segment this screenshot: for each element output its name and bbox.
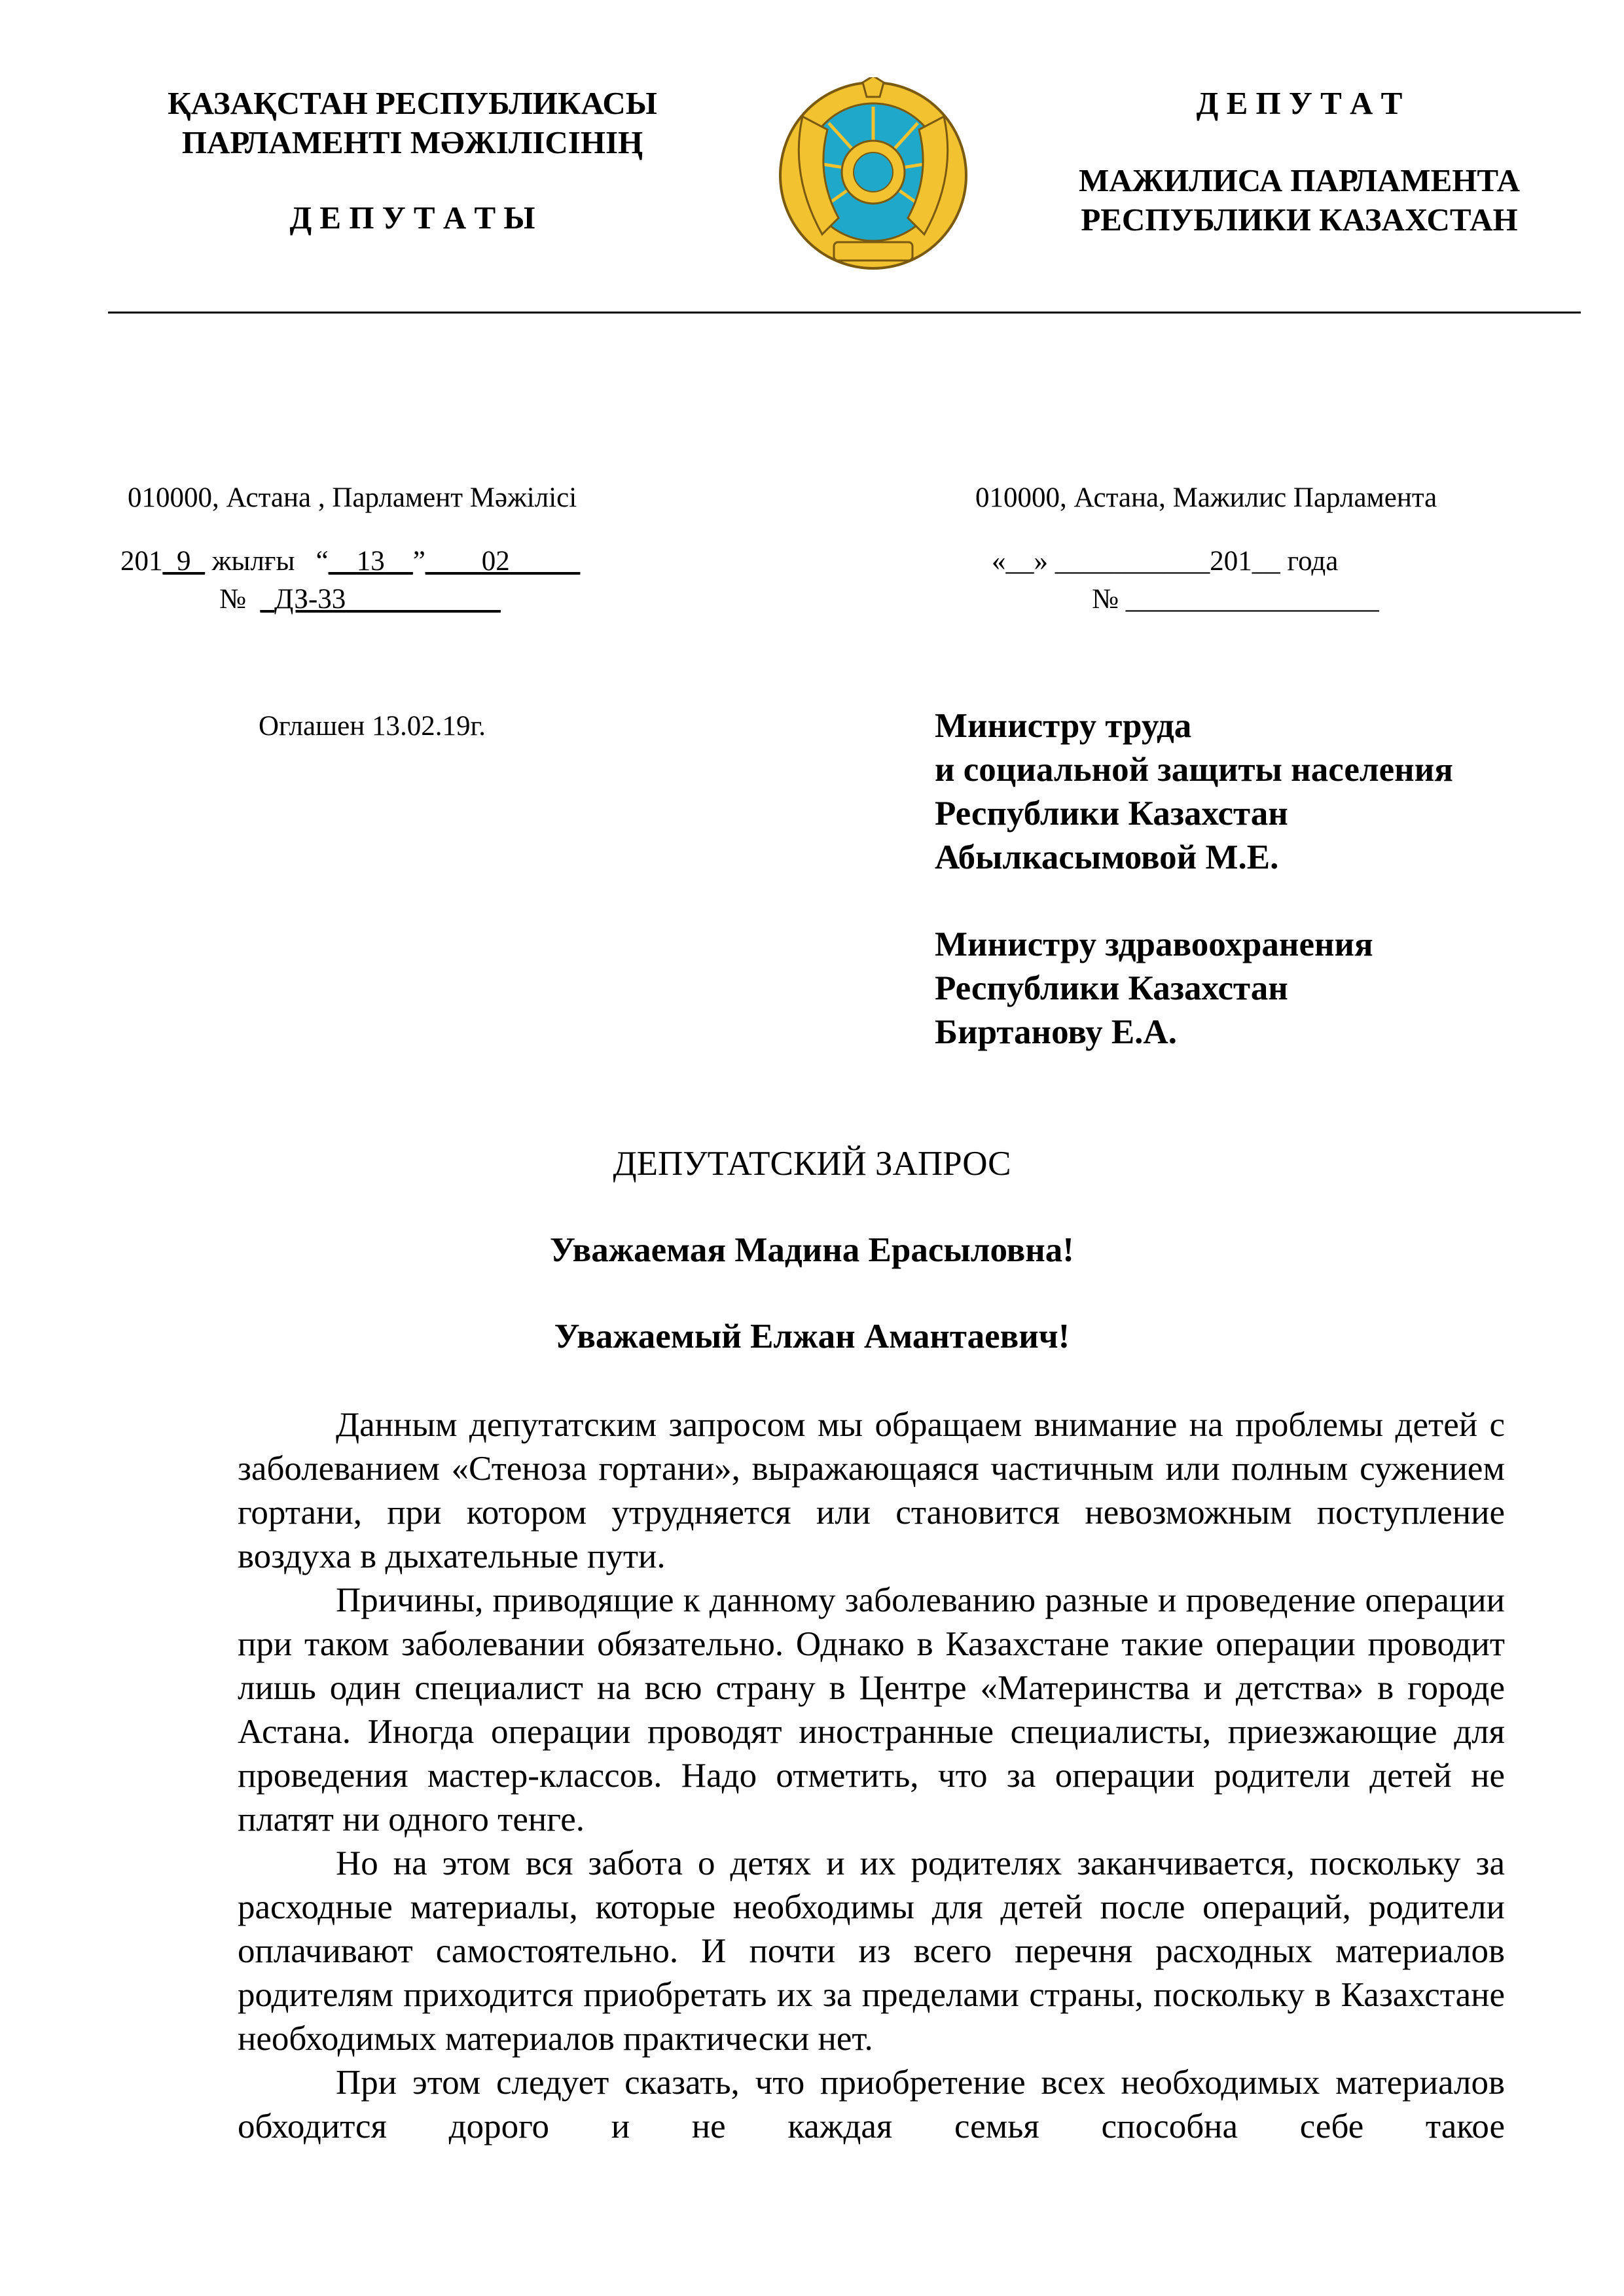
number-right: № __________________	[1092, 584, 1379, 615]
body-text	[238, 1403, 1505, 2149]
header-right	[1015, 84, 1584, 240]
recipient-line: Республики Казахстан	[935, 795, 1288, 833]
recipient-line: Министру здравоохранения	[935, 925, 1373, 963]
number-value: ДЗ-33	[274, 584, 346, 615]
state-emblem	[776, 77, 970, 274]
quote-close-right: »	[1034, 546, 1048, 577]
paragraph: Но на этом вся забота о детях и их родителях заканчивается, поскольку за расходные материалы, которые необходимы для детей после операций, родители оплачивают самостоятельно. И почти из всего перечня расходных материалов родителям приходится приобретать их за пределами страны, поскольку в Казахстане необходимых материалов практически нет.	[238, 1844, 1505, 2058]
header-divider	[108, 312, 1581, 314]
date-left: 201_9_ жылғы “__13__”____02_____	[120, 546, 581, 577]
recipient-1	[935, 704, 1453, 880]
recipient-line: и социальной защиты населения	[935, 751, 1453, 789]
paragraph: Данным депутатским запросом мы обращаем внимание на проблемы детей с заболеванием «Стеноза гортани», выражающаяся частичным или полным сужением гортани, при котором утрудняется или становится невозможным поступление воздуха в дыхательные пути.	[238, 1406, 1505, 1575]
paragraph: Причины, приводящие к данному заболеванию разные и проведение операции при таком заболевании обязательно. Однако в Казахстане такие операции проводит лишь один специалист на всю страну в Центре «Материнства и детства» в городе Астана. Иногда операции проводят иностранные специалисты, приезжающие для проведения мастер-классов. Надо отметить, что за операции родители детей не платят ни одного тенге.	[238, 1581, 1505, 1839]
year-prefix-right: 201	[1210, 546, 1252, 577]
document-title: ДЕПУТАТСКИЙ ЗАПРОС	[613, 1145, 1011, 1183]
header-right-line2: РЕСПУБЛИКИ КАЗАХСТАН	[1081, 202, 1518, 238]
header-left	[118, 84, 707, 238]
emblem-icon	[776, 77, 970, 274]
date-right: «__» ___________201__ года	[992, 546, 1339, 577]
recipient-line: Министру труда	[935, 707, 1192, 745]
year-prefix: 201	[120, 546, 163, 577]
header-left-line1: ҚАЗАҚСТАН РЕСПУБЛИКАСЫ	[168, 85, 657, 121]
quote-open: “	[316, 546, 329, 577]
recipient-line: Абылкасымовой М.Е.	[935, 838, 1279, 876]
address-right: 010000, Астана, Мажилис Парламента	[975, 482, 1437, 513]
number-label: №	[219, 584, 247, 615]
recipient-2	[935, 923, 1373, 1054]
announced-note: Оглашен 13.02.19г.	[259, 711, 486, 742]
header-left-title: Д Е П У Т А Т Ы	[289, 200, 535, 236]
address-left: 010000, Астана , Парламент Мәжілісі	[128, 482, 577, 513]
number-left: № _ДЗ-33___________	[219, 584, 501, 615]
month: 02	[481, 546, 510, 577]
day: 13	[356, 546, 385, 577]
recipient-line: Биртанову Е.А.	[935, 1013, 1177, 1051]
number-label-right: №	[1092, 584, 1119, 615]
header-right-title: Д Е П У Т А Т	[1196, 85, 1403, 121]
salutation-1: Уважаемая Мадина Ерасыловна!	[550, 1231, 1074, 1269]
quote-open-right: «	[992, 546, 1006, 577]
year-word-right: года	[1287, 546, 1339, 577]
quote-close: ”	[412, 546, 425, 577]
year-word: жылғы	[211, 546, 295, 577]
recipient-line: Республики Казахстан	[935, 969, 1288, 1007]
year-digit: 9	[177, 546, 191, 577]
paragraph: При этом следует сказать, что приобретение всех необходимых материалов обходится дорого и не каждая семья способна себе такое	[238, 2064, 1505, 2145]
header-right-line1: МАЖИЛИСА ПАРЛАМЕНТА	[1078, 162, 1521, 198]
salutation-2: Уважаемый Елжан Амантаевич!	[554, 1318, 1070, 1355]
header-left-line2: ПАРЛАМЕНТІ МӘЖІЛІСІНІҢ	[181, 124, 643, 160]
